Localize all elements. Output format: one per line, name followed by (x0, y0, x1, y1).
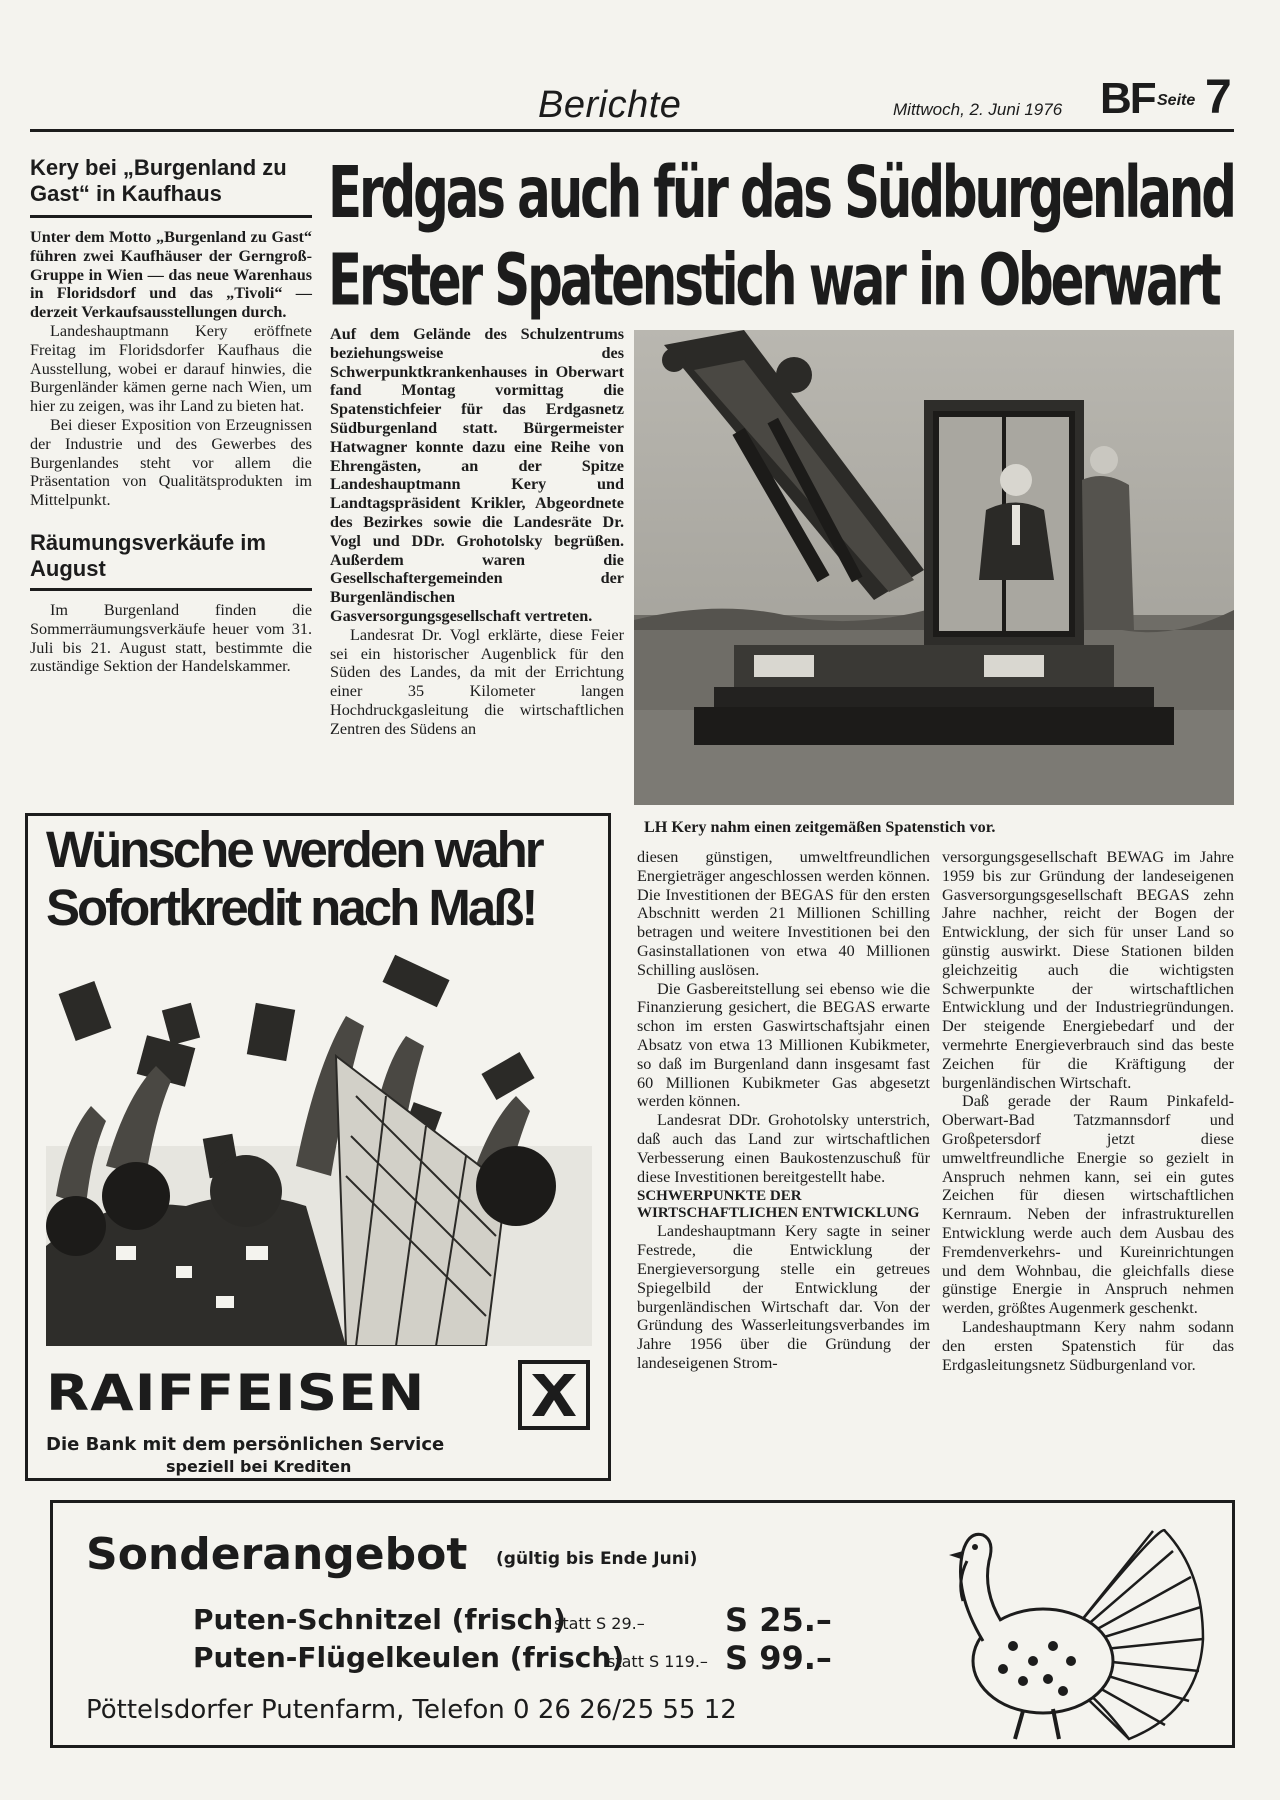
ad-validity: (gültig bis Ende Juni) (496, 1549, 698, 1569)
product-old-price: statt S 119.– (607, 1652, 708, 1671)
article-paragraph: Im Burgenland finden die Sommerräumungsverkäufe heuer vom 31. Juli bis 21. August statt, bestimmte die zuständige Sektion der Handelskammer. (30, 600, 312, 676)
article-headline: Kery bei „Burgenland zu Gast“ in Kaufhaus (30, 155, 287, 206)
product-name: Puten-Flügelkeulen (frisch) (193, 1641, 625, 1674)
article-column-b (637, 848, 930, 1373)
header-rule (30, 129, 1234, 132)
article-paragraph: Daß gerade der Raum Pinkafeld-Oberwart-Bad Tatzmannsdorf und Großpetersdorf jetzt diese umweltfreundliche Energie so gezielt in Anspruch nehmen kann, sei ein gutes Zeichen für diesen wirtschaftlichen Kernraum. Neben der infrastrukturellen Entwicklung werde auch dem Ausbau des Fremdenverkehrs- und Kureinrichtungen und dem Wohnbau, die gleichfalls diese günstige Energie in Anspruch nehmen werden, größtes Augenmerk geschenkt. (942, 1092, 1234, 1318)
article-paragraph: Landeshauptmann Kery eröffnete Freitag im Floridsdorfer Kaufhaus die Ausstellung, wobei er darauf hinwies, die Burgenländer kämen gerne nach Wien, um hier zu zeigen, was ihr Land zu bieten hat. (30, 321, 312, 416)
ad-tagline: speziell bei Krediten (166, 1457, 352, 1476)
article-paragraph: Landeshauptmann Kery sagte in seiner Festrede, die Entwicklung der Energieversorgung stelle ein getreues Spiegelbild der Entwicklung der burgenländischen Wirtschaft dar. Von der Gründung des Wasserleitungsverbandes im Jahre 1956 über die Gründung der landeseigenen Strom- (637, 1222, 930, 1372)
ad-contact: Pöttelsdorfer Putenfarm, Telefon 0 26 26/25 55 12 (86, 1695, 737, 1725)
issue-date: Mittwoch, 2. Juni 1976 (893, 100, 1063, 119)
article-headline: Räumungsverkäufe im August (30, 529, 266, 581)
headline-rule (30, 588, 312, 591)
turkey-farm-ad (50, 1500, 1235, 1748)
article-paragraph: diesen günstigen, umweltfreundlichen Energieträger angeschlossen werden können. Die Investitionen der BEGAS für den ersten Abschnitt werden 21 Millionen Schilling betragen und weitere Investitionen bei den Gasinstallationen von etwa 40 Millionen Schilling auslösen. (637, 848, 930, 979)
article-paragraph: Die Gasbereitstellung sei ebenso wie die Finanzierung gesichert, die BEGAS erwarte schon im ersten Gaswirtschaftsjahr einen Absatz von etwa 13 Millionen Kubikmeter, so daß im Burgenland dann insgesamt fast 60 Millionen Kubikmeter Gas abgesetzt werden können. (637, 979, 930, 1111)
main-headline (328, 150, 1234, 325)
headline-line: Erdgas auch für das Südburgenland (328, 152, 1234, 236)
article-column-a (330, 325, 624, 739)
article-paragraph: Landeshauptmann Kery nahm sodann den ersten Spatenstich für das Erdgasleitungsnetz Südburgenland vor. (942, 1317, 1234, 1374)
article-paragraph: Landesrat DDr. Grohotolsky unterstrich, daß auch das Land zur wirtschaftlichen Verbesserung einen Baukostenzuschuß für diese Investitionen bereitgestellt habe. (637, 1111, 930, 1186)
product-price: S 99.– (725, 1639, 832, 1677)
article-column-c (942, 848, 1234, 1374)
article-paragraph: Bei dieser Exposition von Erzeugnissen der Industrie und des Gewerbes des Burgenlandes steht vor allem die Präsentation von Qualitätsprodukten im Mittelpunkt. (30, 415, 312, 510)
article-paragraph: versorgungsgesellschaft BEWAG im Jahre 1959 bis zur Gründung der landeseigenen Gasversorgungsgesellschaft BEGAS zehn Jahre nachher, reicht der Bogen der Entwicklung, der sich für unser Land so günstig auswirkt. Diese Stationen bilden gleichzeitig auch die wichtigsten Schwerpunkte der wirtschaftlichen Entwicklung und der Industriegründungen. Der steigende Energiebedarf und der vermehrte Energieverbrauch sind das beste Zeichen für die Kräftigung der burgenländischen Wirtschaft. (942, 848, 1234, 1092)
headline-line: Erster Spatenstich war in Oberwart (328, 239, 1219, 323)
product-name: Puten-Schnitzel (frisch) (193, 1603, 567, 1636)
article-subhead: SCHWERPUNKTE DER WIRTSCHAFTLICHEN ENTWICKLUNG (637, 1188, 920, 1222)
page-number: 7 (1205, 71, 1232, 124)
turkey-illustration (903, 1511, 1213, 1743)
page-label: Seite (1157, 92, 1196, 109)
article-paragraph: Landesrat Dr. Vogl erklärte, diese Feier sei ein historischer Augenblick für den Süden des Landes, da mit der Errichtung einer 35 Kilometer langen Hochdruckgasleitung die wirtschaftlichen Zentren des Südens an (330, 625, 624, 738)
article-lead: Auf dem Gelände des Schulzentrums beziehungsweise des Schwerpunktkrankenhauses in Oberwart fand Montag vormittag die Spatenstichfeier für das Erdgasnetz Südburgenland statt. Bürgermeister Hatwagner konnte dazu eine Reihe von Ehrengästen, an der Spitze Landeshauptmann Kery und Landtagspräsident Krikler, Abgeordnete des Bezirkes sowie die Landesräte Dr. Vogl und DDr. Grohotolsky begrüßen. Außerdem waren die Gesellschaftergemeinden der Burgenländischen Gasversorgungsgesellschaft vertreten. (330, 325, 624, 625)
money-rain-illustration (46, 946, 592, 1346)
ad-title: Sonderangebot (86, 1529, 468, 1580)
article-lead: Unter dem Motto „Burgenland zu Gast“ führen zwei Kaufhäuser der Gerngroß-Gruppe in Wien — das neue Warenhaus in Floridsdorf und das „Tivoli“ — derzeit Verkaufsausstellungen durch. (30, 228, 312, 322)
product-price: S 25.– (725, 1601, 832, 1639)
raiffeisen-ad (25, 813, 611, 1481)
section-title: Berichte (538, 84, 682, 126)
ad-headline: Wünsche werden wahr (46, 821, 542, 878)
ad-headline: Sofortkredit nach Maß! (46, 879, 536, 936)
excavator-photo (634, 330, 1234, 805)
excavator-illustration (634, 330, 1234, 805)
left-column (30, 155, 312, 676)
product-old-price: statt S 29.– (554, 1614, 645, 1633)
ad-tagline: Die Bank mit dem persönlichen Service (46, 1434, 445, 1455)
raiffeisen-brand: RAIFFEISEN (46, 1364, 426, 1422)
photo-caption: LH Kery nahm einen zeitgemäßen Spatenstich vor. (644, 818, 996, 836)
headline-rule (30, 215, 312, 218)
newspaper-logo: BF (1100, 74, 1155, 123)
raiffeisen-cross-logo (518, 1360, 590, 1430)
